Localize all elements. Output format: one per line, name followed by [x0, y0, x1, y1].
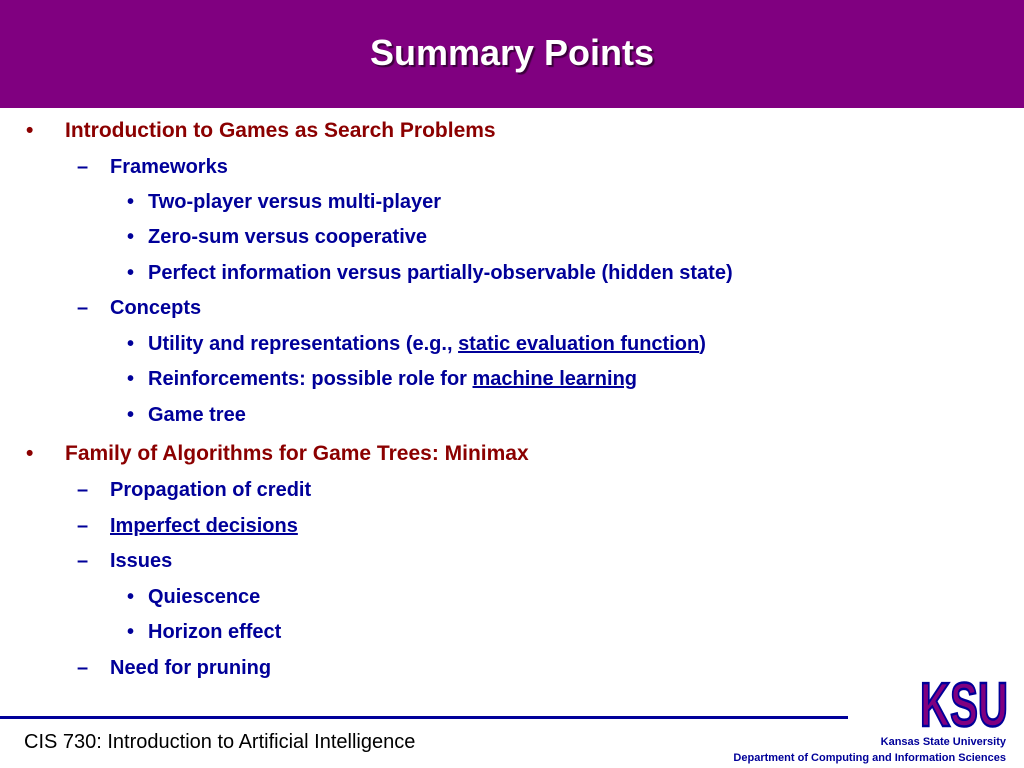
- point-label: Zero-sum versus cooperative: [148, 226, 427, 248]
- topic-label: Introduction to Games as Search Problems: [65, 119, 496, 142]
- ksu-logo: [918, 662, 1010, 732]
- point-label: [148, 329, 706, 359]
- imperfect-decisions-link[interactable]: Imperfect decisions: [110, 515, 298, 537]
- bullet-icon: •: [127, 191, 135, 213]
- point-label: Quiescence: [148, 586, 261, 608]
- bullet-icon: •: [127, 621, 135, 643]
- bullet-icon: •: [127, 586, 135, 608]
- dash-icon: –: [77, 297, 89, 319]
- dash-icon: –: [77, 479, 89, 501]
- university-name: Kansas State University: [880, 736, 1006, 748]
- bullet-icon: •: [127, 368, 135, 390]
- ksu-logo-text: KSU: [920, 671, 1008, 732]
- point-label: [148, 364, 637, 394]
- topic-label: Family of Algorithms for Game Trees: Minimax: [65, 442, 529, 465]
- bullet-icon: •: [26, 442, 34, 465]
- point-text: Reinforcements: possible role for: [148, 368, 473, 390]
- static-evaluation-function-link[interactable]: static evaluation function: [458, 333, 700, 355]
- bullet-icon: •: [127, 404, 135, 426]
- point-text: ): [699, 333, 706, 355]
- dash-icon: –: [77, 515, 89, 537]
- dash-icon: –: [77, 657, 89, 679]
- point-label: Horizon effect: [148, 621, 282, 643]
- title-bar: [0, 0, 1024, 108]
- subtopic-label: Frameworks: [110, 156, 228, 178]
- bullet-icon: •: [127, 226, 135, 248]
- subtopic-label: Need for pruning: [110, 657, 272, 679]
- bullet-icon: •: [26, 119, 34, 142]
- machine-learning-link[interactable]: machine learning: [472, 368, 638, 390]
- subtopic-label: Issues: [110, 550, 173, 572]
- dash-icon: –: [77, 550, 89, 572]
- point-label: Perfect information versus partially-observable (hidden state): [148, 262, 733, 284]
- dash-icon: –: [77, 156, 89, 178]
- department-name: Department of Computing and Information Sciences: [733, 752, 1006, 764]
- footer-divider: [0, 716, 848, 719]
- course-title: CIS 730: Introduction to Artificial Intelligence: [24, 731, 416, 753]
- point-label: Two-player versus multi-player: [148, 191, 442, 213]
- subtopic-label: Concepts: [110, 297, 202, 319]
- point-label: Game tree: [148, 404, 246, 426]
- slide-title: Summary Points: [369, 32, 655, 73]
- bullet-icon: •: [127, 333, 135, 355]
- subtopic-label: Propagation of credit: [110, 479, 312, 501]
- point-text: Utility and representations (e.g.,: [148, 333, 459, 355]
- bullet-icon: •: [127, 262, 135, 284]
- university-credit: [733, 734, 1006, 766]
